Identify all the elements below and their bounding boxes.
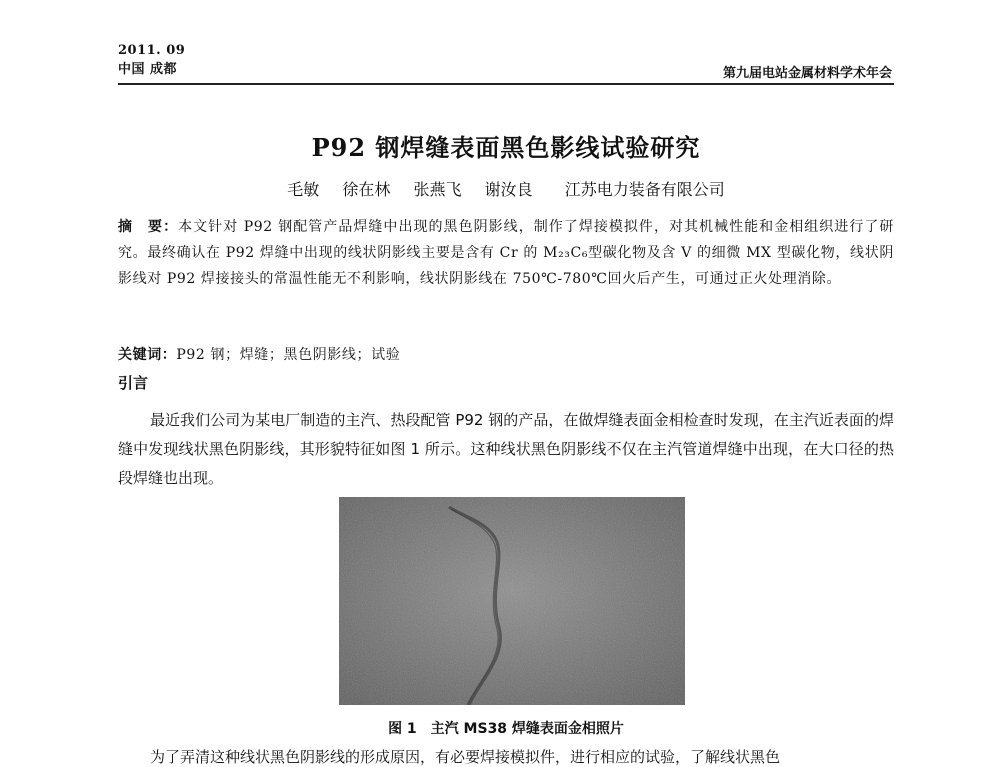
abstract — [118, 214, 894, 292]
section-heading: 引言 — [118, 374, 149, 392]
header-conference: 第九届电站金属材料学术年会 — [722, 66, 892, 81]
header-rule — [118, 83, 894, 85]
author-name: 谢汝良 — [484, 180, 533, 199]
author-name: 毛敏 — [287, 180, 320, 199]
figure-micrograph — [339, 497, 685, 705]
abstract-text: 本文针对 P92 钢配管产品焊缝中出现的黑色阴影线，制作了焊接模拟件，对其机械性能和金相组织进行了研究。最终确认在 P92 焊缝中出现的线状阴影线主要是含有 Cr 的 M₂₃C₆型碳化物及含 V 的细微 MX 型碳化物，线状阴影线对 P92 焊接接头的常温性能无不利影响，线状阴影线在 750℃-780℃回火后产生，可通过正火处理消除。 — [118, 219, 894, 287]
running-header-left — [118, 41, 185, 79]
keywords — [118, 344, 894, 366]
author-affiliation: 江苏电力装备有限公司 — [564, 180, 725, 199]
figure-caption: 图 1 主汽 MS38 焊缝表面金相照片 — [388, 721, 624, 737]
header-date: 2011. 09 — [118, 43, 186, 58]
abstract-label: 摘 要： — [118, 219, 179, 235]
author-name: 徐在林 — [342, 180, 391, 199]
author-name: 张燕飞 — [413, 180, 462, 199]
intro-paragraph: 最近我们公司为某电厂制造的主汽、热段配管 P92 钢的产品，在做焊缝表面金相检查时发现，在主汽近表面的焊缝中发现线状黑色阴影线，其形貌特征如图 1 所示。这种线状黑色阴影线不仅在主汽管道焊缝中出现，在大口径的热段焊缝也出现。 — [118, 411, 894, 487]
paper-title: P92 钢焊缝表面黑色影线试验研究 — [311, 133, 701, 162]
micrograph-image — [339, 497, 685, 705]
keywords-label: 关键词： — [118, 347, 177, 363]
author-line — [118, 177, 894, 200]
header-location: 中国 成都 — [118, 62, 178, 77]
continued-paragraph: 为了弄清这种线状黑色阴影线的形成原因，有必要焊接模拟件，进行相应的试验，了解线状黑色 — [150, 748, 781, 766]
keywords-text: P92 钢；焊缝；黑色阴影线；试验 — [176, 347, 401, 363]
